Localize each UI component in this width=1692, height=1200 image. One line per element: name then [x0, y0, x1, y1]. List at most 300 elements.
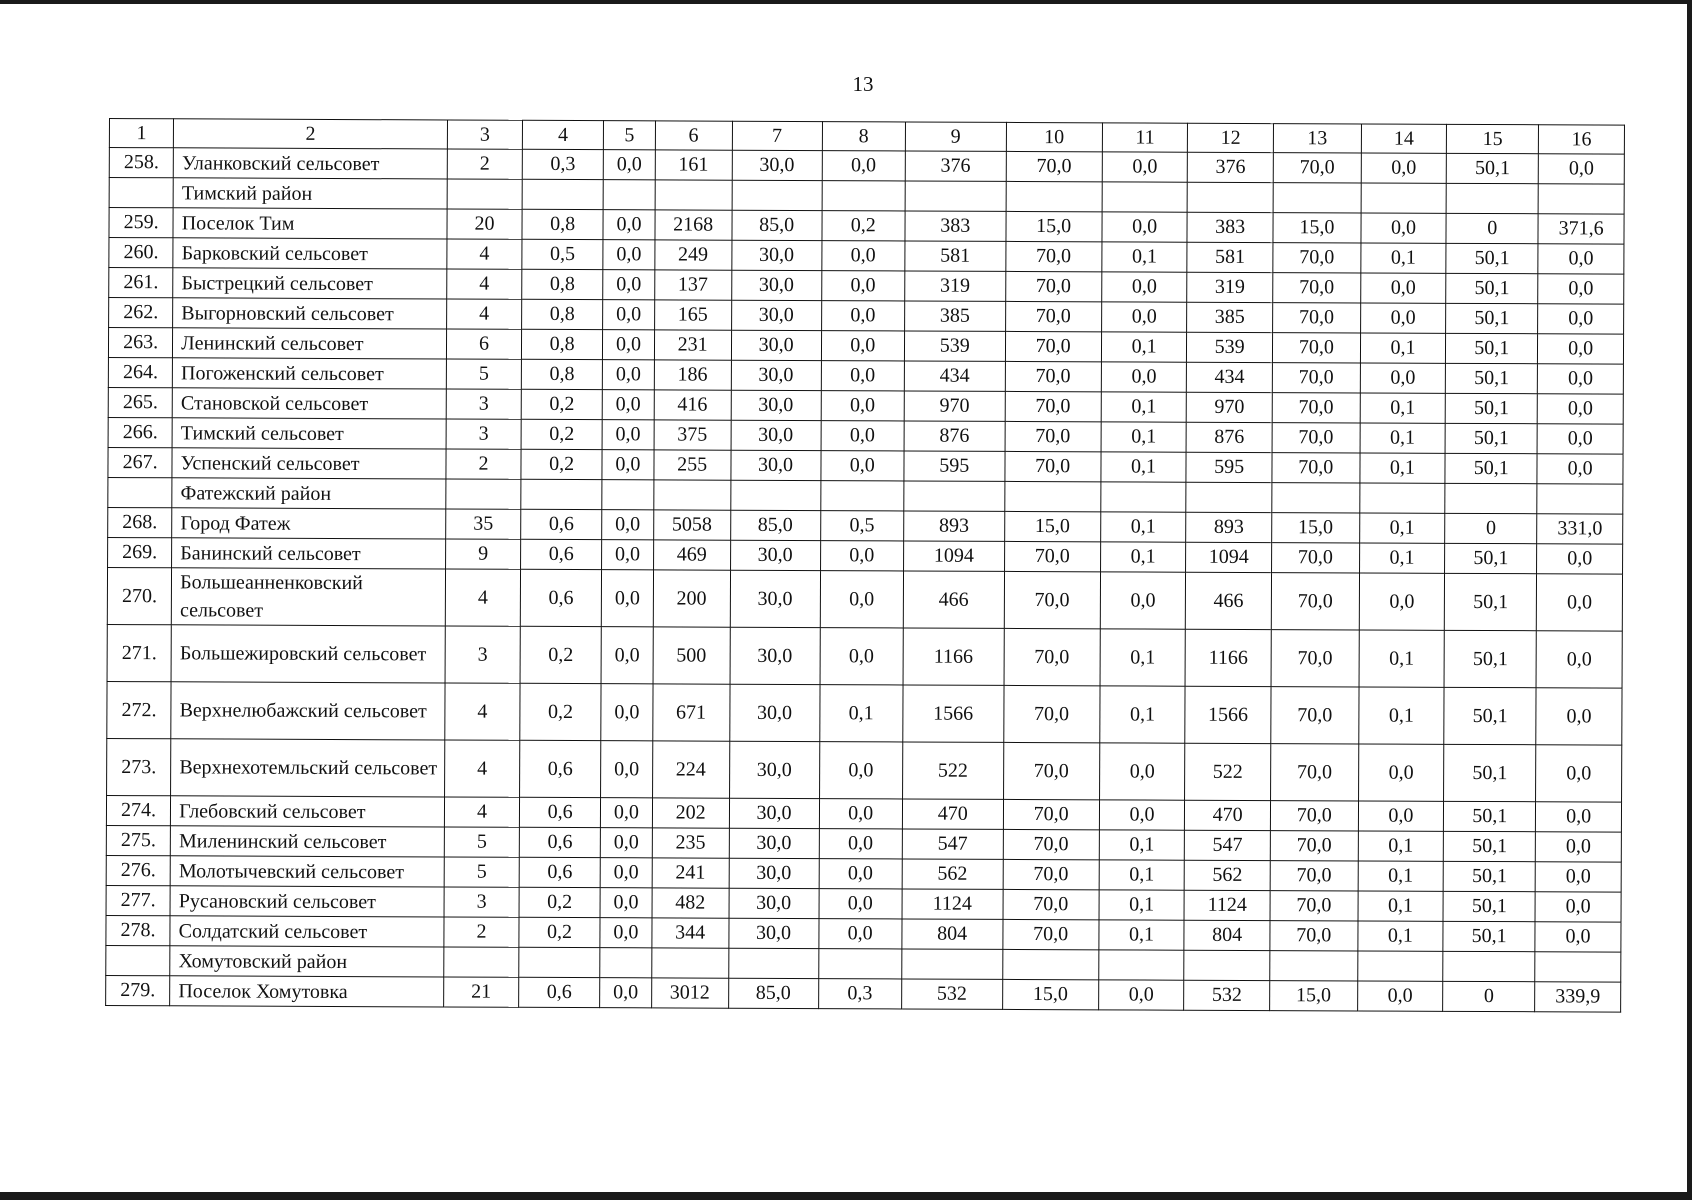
- value-cell: 0,0: [602, 540, 653, 570]
- value-cell: 0,8: [522, 299, 603, 329]
- value-cell: 466: [1186, 572, 1272, 629]
- value-cell: 4: [445, 569, 520, 626]
- column-header: 11: [1102, 123, 1188, 152]
- value-cell: 70,0: [1003, 685, 1100, 742]
- value-cell: 0,1: [1360, 333, 1446, 363]
- value-cell: 50,1: [1445, 423, 1537, 453]
- value-cell: 70,0: [1003, 829, 1099, 859]
- column-header: 4: [522, 120, 603, 149]
- value-cell: 0,0: [820, 628, 904, 685]
- value-cell: 0,0: [1536, 832, 1622, 862]
- empty-cell: [1537, 484, 1623, 514]
- table-row: [107, 681, 1622, 745]
- value-cell: 0,1: [1100, 629, 1186, 686]
- value-cell: 50,1: [1444, 630, 1536, 687]
- settlement-name: Быстрецкий сельсовет: [173, 268, 447, 299]
- value-cell: 186: [654, 360, 731, 390]
- value-cell: 4: [447, 239, 522, 269]
- table-row: [107, 738, 1622, 802]
- value-cell: 0,0: [1536, 802, 1622, 832]
- value-cell: 70,0: [1004, 451, 1100, 481]
- value-cell: 0,8: [521, 329, 602, 359]
- value-cell: 595: [904, 451, 1005, 481]
- value-cell: 1124: [1184, 890, 1270, 920]
- empty-cell: [1273, 183, 1361, 213]
- value-cell: 581: [905, 241, 1006, 271]
- value-cell: 4: [447, 269, 522, 299]
- empty-cell: [820, 481, 904, 511]
- value-cell: 30,0: [729, 918, 819, 948]
- value-cell: 0,1: [1358, 921, 1444, 951]
- value-cell: 0,0: [1360, 363, 1446, 393]
- empty-cell: [108, 477, 172, 507]
- value-cell: 15,0: [1272, 513, 1360, 543]
- value-cell: 0,1: [1100, 542, 1186, 572]
- value-cell: 4: [445, 740, 520, 797]
- value-cell: 5: [446, 359, 521, 389]
- settlement-name: Становской сельсовет: [172, 388, 446, 419]
- value-cell: 0,1: [1360, 423, 1446, 453]
- settlement-name: Город Фатеж: [172, 508, 446, 539]
- value-cell: 70,0: [1005, 361, 1101, 391]
- value-cell: 50,1: [1446, 153, 1538, 183]
- settlement-name: Миленинский сельсовет: [170, 826, 444, 857]
- value-cell: 539: [904, 331, 1005, 361]
- value-cell: 85,0: [732, 210, 822, 240]
- row-number: 278.: [106, 915, 170, 945]
- value-cell: 70,0: [1003, 799, 1099, 829]
- value-cell: 0,0: [603, 330, 654, 360]
- row-number: 270.: [107, 567, 171, 624]
- row-number: 272.: [107, 681, 171, 738]
- value-cell: 804: [902, 919, 1003, 949]
- value-cell: 0,0: [600, 978, 651, 1008]
- table-row: [107, 624, 1622, 688]
- value-cell: 235: [652, 828, 729, 858]
- value-cell: 339,9: [1535, 982, 1621, 1012]
- value-cell: 50,1: [1445, 393, 1537, 423]
- empty-cell: [905, 181, 1006, 211]
- value-cell: 50,1: [1446, 333, 1538, 363]
- column-header: 7: [732, 121, 822, 150]
- row-number: 271.: [107, 624, 171, 681]
- empty-cell: [1006, 181, 1102, 211]
- value-cell: 0,0: [602, 420, 653, 450]
- value-cell: 0,0: [1535, 922, 1621, 952]
- empty-cell: [655, 180, 732, 210]
- value-cell: 20: [447, 209, 522, 239]
- value-cell: 970: [1187, 392, 1273, 422]
- value-cell: 500: [653, 627, 730, 684]
- column-header: 8: [822, 122, 906, 151]
- value-cell: 0,0: [1099, 800, 1185, 830]
- value-cell: 0,0: [1102, 212, 1188, 242]
- empty-cell: [904, 481, 1005, 511]
- value-cell: 1166: [903, 628, 1004, 685]
- value-cell: 0,0: [1102, 152, 1188, 182]
- value-cell: 50,1: [1446, 243, 1538, 273]
- value-cell: 3: [446, 389, 521, 419]
- value-cell: 30,0: [732, 150, 822, 180]
- value-cell: 70,0: [1005, 301, 1101, 331]
- value-cell: 0,0: [1099, 743, 1185, 800]
- value-cell: 319: [905, 271, 1006, 301]
- value-cell: 0,1: [1359, 513, 1445, 543]
- value-cell: 0,1: [1101, 422, 1187, 452]
- value-cell: 0,0: [1535, 862, 1621, 892]
- row-number: 269.: [108, 537, 172, 567]
- row-number: 261.: [109, 268, 173, 298]
- value-cell: 0,8: [521, 359, 602, 389]
- value-cell: 202: [652, 798, 729, 828]
- value-cell: 0,2: [519, 917, 600, 947]
- value-cell: 0,0: [601, 828, 652, 858]
- value-cell: 0,0: [819, 799, 903, 829]
- empty-cell: [106, 945, 170, 975]
- value-cell: 70,0: [1273, 153, 1361, 183]
- settlement-name: Успенский сельсовет: [172, 448, 446, 479]
- settlement-name: Большеанненковский сельсовет: [171, 568, 445, 626]
- value-cell: 0,1: [1358, 861, 1444, 891]
- value-cell: 539: [1187, 332, 1273, 362]
- empty-cell: [730, 480, 820, 510]
- value-cell: 70,0: [1270, 801, 1358, 831]
- value-cell: 0,0: [821, 301, 905, 331]
- settlement-name: Ленинский сельсовет: [173, 328, 447, 359]
- value-cell: 0,5: [522, 239, 603, 269]
- row-number: 262.: [109, 298, 173, 328]
- value-cell: 0,0: [1100, 572, 1186, 629]
- table-row: [106, 975, 1621, 1012]
- row-number: 275.: [106, 825, 170, 855]
- value-cell: 70,0: [1273, 273, 1361, 303]
- value-cell: 0,1: [1100, 686, 1186, 743]
- value-cell: 0,0: [1358, 801, 1444, 831]
- value-cell: 50,1: [1445, 573, 1537, 630]
- value-cell: 0,1: [819, 685, 903, 742]
- value-cell: 0,0: [600, 918, 651, 948]
- value-cell: 50,1: [1445, 453, 1537, 483]
- value-cell: 0,0: [821, 271, 905, 301]
- value-cell: 0,3: [522, 149, 603, 179]
- value-cell: 30,0: [729, 888, 819, 918]
- settlement-name: Молотычевский сельсовет: [170, 856, 444, 887]
- value-cell: 0,2: [519, 887, 600, 917]
- value-cell: 4: [445, 683, 520, 740]
- table-row: [107, 567, 1622, 631]
- value-cell: 3: [444, 887, 519, 917]
- column-header: 5: [604, 121, 655, 150]
- value-cell: 0,0: [821, 391, 905, 421]
- value-cell: 50,1: [1446, 273, 1538, 303]
- empty-cell: [447, 179, 522, 209]
- value-cell: 30,0: [731, 390, 821, 420]
- settlement-name: Тимский сельсовет: [172, 418, 446, 449]
- value-cell: 0,0: [1538, 154, 1624, 184]
- value-cell: 0,1: [1099, 830, 1185, 860]
- empty-cell: [600, 948, 651, 978]
- row-number: 267.: [108, 447, 172, 477]
- value-cell: 30,0: [730, 570, 820, 627]
- column-header: 12: [1188, 123, 1274, 152]
- value-cell: 35: [446, 509, 521, 539]
- value-cell: 0,1: [1102, 242, 1188, 272]
- value-cell: 15,0: [1002, 979, 1098, 1009]
- settlement-name: Верхнелюбажский сельсовет: [171, 682, 445, 740]
- value-cell: 165: [654, 300, 731, 330]
- empty-cell: [1002, 949, 1098, 979]
- value-cell: 547: [1185, 830, 1271, 860]
- settlement-name: Выгорновский сельсовет: [173, 298, 447, 329]
- value-cell: 70,0: [1272, 393, 1360, 423]
- value-cell: 0,6: [519, 827, 600, 857]
- column-header: 13: [1273, 124, 1361, 153]
- row-number: 260.: [109, 238, 173, 268]
- value-cell: 249: [654, 240, 731, 270]
- value-cell: 0,0: [602, 570, 654, 627]
- value-cell: 469: [653, 540, 730, 570]
- value-cell: 0,1: [1101, 332, 1187, 362]
- empty-cell: [603, 180, 654, 210]
- page-number: 13: [852, 72, 874, 96]
- value-cell: 0,0: [1538, 244, 1624, 274]
- value-cell: 385: [1187, 302, 1273, 332]
- value-cell: 50,1: [1444, 687, 1536, 744]
- value-cell: 50,1: [1446, 303, 1538, 333]
- value-cell: 0,0: [819, 889, 903, 919]
- value-cell: 1094: [903, 541, 1004, 571]
- value-cell: 1124: [902, 889, 1003, 919]
- section-title: Хомутовский район: [170, 946, 444, 977]
- row-number: 266.: [108, 417, 172, 447]
- value-cell: 893: [904, 511, 1005, 541]
- value-cell: 0,1: [1358, 891, 1444, 921]
- settlement-name: Банинский сельсовет: [172, 538, 446, 569]
- value-cell: 70,0: [1270, 891, 1358, 921]
- value-cell: 0,1: [1099, 890, 1185, 920]
- row-number: 259.: [109, 208, 173, 238]
- value-cell: 0,0: [1537, 544, 1623, 574]
- value-cell: 0,0: [602, 450, 653, 480]
- value-cell: 15,0: [1004, 511, 1100, 541]
- value-cell: 0,0: [602, 510, 653, 540]
- value-cell: 70,0: [1272, 333, 1360, 363]
- empty-cell: [1361, 183, 1447, 213]
- value-cell: 0,0: [822, 151, 906, 181]
- value-cell: 0,2: [521, 389, 602, 419]
- value-cell: 470: [1185, 800, 1271, 830]
- value-cell: 671: [652, 684, 729, 741]
- settlement-name: Солдатский сельсовет: [170, 916, 444, 947]
- value-cell: 9: [446, 539, 521, 569]
- value-cell: 376: [905, 151, 1006, 181]
- settlement-name: Верхнехотемльский сельсовет: [171, 739, 445, 797]
- value-cell: 319: [1187, 272, 1273, 302]
- value-cell: 0,2: [521, 419, 602, 449]
- empty-cell: [519, 947, 600, 977]
- value-cell: 70,0: [1273, 303, 1361, 333]
- row-number: 277.: [106, 885, 170, 915]
- column-header: 1: [109, 119, 173, 148]
- value-cell: 30,0: [730, 627, 820, 684]
- value-cell: 0,0: [821, 241, 905, 271]
- value-cell: 50,1: [1445, 543, 1537, 573]
- scan-edge-top: [0, 0, 1692, 4]
- value-cell: 15,0: [1006, 211, 1102, 241]
- value-cell: 331,0: [1537, 514, 1623, 544]
- empty-cell: [822, 181, 906, 211]
- value-cell: 231: [654, 330, 731, 360]
- value-cell: 0,0: [1102, 272, 1188, 302]
- value-cell: 70,0: [1004, 571, 1101, 628]
- value-cell: 0,6: [521, 509, 602, 539]
- column-header: 9: [905, 122, 1006, 151]
- value-cell: 0,2: [521, 449, 602, 479]
- value-cell: 0,8: [522, 269, 603, 299]
- column-header: 16: [1539, 125, 1625, 154]
- value-cell: 30,0: [729, 741, 819, 798]
- empty-cell: [444, 947, 519, 977]
- value-cell: 70,0: [1005, 331, 1101, 361]
- value-cell: 70,0: [1273, 243, 1361, 273]
- value-cell: 0,0: [603, 300, 654, 330]
- value-cell: 0,0: [818, 919, 902, 949]
- value-cell: 0,0: [821, 421, 905, 451]
- value-cell: 30,0: [729, 858, 819, 888]
- value-cell: 0,1: [1361, 243, 1447, 273]
- row-number: 265.: [108, 387, 172, 417]
- value-cell: 434: [1187, 362, 1273, 392]
- empty-cell: [109, 178, 173, 208]
- value-cell: 376: [1188, 152, 1274, 182]
- settlement-name: Глебовский сельсовет: [171, 796, 445, 827]
- value-cell: 522: [903, 742, 1004, 799]
- row-number: 258.: [109, 148, 173, 178]
- value-cell: 0,0: [821, 361, 905, 391]
- value-cell: 1094: [1186, 542, 1272, 572]
- value-cell: 0,0: [1538, 274, 1624, 304]
- value-cell: 70,0: [1005, 241, 1101, 271]
- value-cell: 0,6: [520, 569, 602, 626]
- value-cell: 21: [444, 977, 519, 1007]
- empty-cell: [1538, 184, 1624, 214]
- value-cell: 255: [654, 450, 731, 480]
- value-cell: 0,0: [1361, 153, 1447, 183]
- value-cell: 200: [653, 570, 730, 627]
- empty-cell: [1186, 482, 1272, 512]
- value-cell: 385: [905, 301, 1006, 331]
- table-body: [106, 119, 1625, 1013]
- value-cell: 876: [904, 421, 1005, 451]
- value-cell: 70,0: [1271, 687, 1359, 744]
- value-cell: 0,2: [821, 211, 905, 241]
- value-cell: 0,5: [820, 511, 904, 541]
- value-cell: 0,0: [604, 150, 655, 180]
- settlement-name: Поселок Тим: [173, 208, 447, 239]
- value-cell: 50,1: [1443, 921, 1535, 951]
- value-cell: 0,0: [821, 331, 905, 361]
- value-cell: 0,0: [1538, 304, 1624, 334]
- value-cell: 0,1: [1101, 392, 1187, 422]
- value-cell: 241: [652, 858, 729, 888]
- value-cell: 0: [1446, 213, 1538, 243]
- value-cell: 0,8: [522, 209, 603, 239]
- settlement-name: Барковский сельсовет: [173, 238, 447, 269]
- value-cell: 30,0: [731, 270, 821, 300]
- value-cell: 0,0: [1537, 454, 1623, 484]
- empty-cell: [1102, 182, 1188, 212]
- settlement-name: Уланковский сельсовет: [173, 148, 447, 179]
- value-cell: 70,0: [1271, 630, 1359, 687]
- value-cell: 70,0: [1004, 541, 1100, 571]
- value-cell: 0,0: [819, 742, 903, 799]
- value-cell: 70,0: [1270, 861, 1358, 891]
- value-cell: 0,0: [601, 684, 653, 741]
- settlement-name: Погоженский сельсовет: [173, 358, 447, 389]
- value-cell: 0,1: [1360, 453, 1446, 483]
- value-cell: 1166: [1185, 629, 1271, 686]
- empty-cell: [1446, 183, 1538, 213]
- value-cell: 70,0: [1272, 363, 1360, 393]
- value-cell: 0,0: [1536, 688, 1622, 745]
- value-cell: 0,0: [1535, 892, 1621, 922]
- value-cell: 383: [905, 211, 1006, 241]
- value-cell: 70,0: [1003, 859, 1099, 889]
- value-cell: 70,0: [1002, 919, 1098, 949]
- value-cell: 0,0: [600, 888, 651, 918]
- empty-cell: [1357, 951, 1443, 981]
- column-header: 10: [1006, 122, 1102, 151]
- value-cell: 0,3: [818, 979, 902, 1009]
- value-cell: 3012: [651, 978, 728, 1008]
- value-cell: 0,6: [519, 797, 600, 827]
- value-cell: 70,0: [1005, 271, 1101, 301]
- value-cell: 0,0: [600, 858, 651, 888]
- value-cell: 50,1: [1444, 801, 1536, 831]
- value-cell: 30,0: [731, 450, 821, 480]
- empty-cell: [653, 480, 730, 510]
- value-cell: 0,1: [1101, 452, 1187, 482]
- empty-cell: [521, 479, 602, 509]
- empty-cell: [732, 180, 822, 210]
- value-cell: 0,0: [1538, 364, 1624, 394]
- column-header: 3: [447, 120, 522, 149]
- value-cell: 0,0: [820, 541, 904, 571]
- value-cell: 70,0: [1006, 151, 1102, 181]
- value-cell: 876: [1186, 422, 1272, 452]
- value-cell: 50,1: [1443, 891, 1535, 921]
- value-cell: 4: [447, 299, 522, 329]
- value-cell: 371,6: [1538, 214, 1624, 244]
- value-cell: 70,0: [1271, 744, 1359, 801]
- value-cell: 15,0: [1270, 981, 1358, 1011]
- value-cell: 2: [447, 149, 522, 179]
- value-cell: 0,1: [1360, 393, 1446, 423]
- value-cell: 595: [1186, 452, 1272, 482]
- value-cell: 0,6: [520, 740, 602, 797]
- value-cell: 0,0: [603, 210, 654, 240]
- scan-edge-bottom: [0, 1192, 1692, 1200]
- value-cell: 0,0: [1537, 574, 1623, 631]
- value-cell: 0,0: [820, 451, 904, 481]
- scan-edge-right: [1687, 0, 1692, 1200]
- value-cell: 0,6: [519, 977, 600, 1007]
- value-cell: 0,0: [1359, 573, 1445, 630]
- row-number: 263.: [108, 328, 172, 358]
- value-cell: 0,0: [1360, 273, 1446, 303]
- value-cell: 70,0: [1003, 889, 1099, 919]
- value-cell: 70,0: [1005, 421, 1101, 451]
